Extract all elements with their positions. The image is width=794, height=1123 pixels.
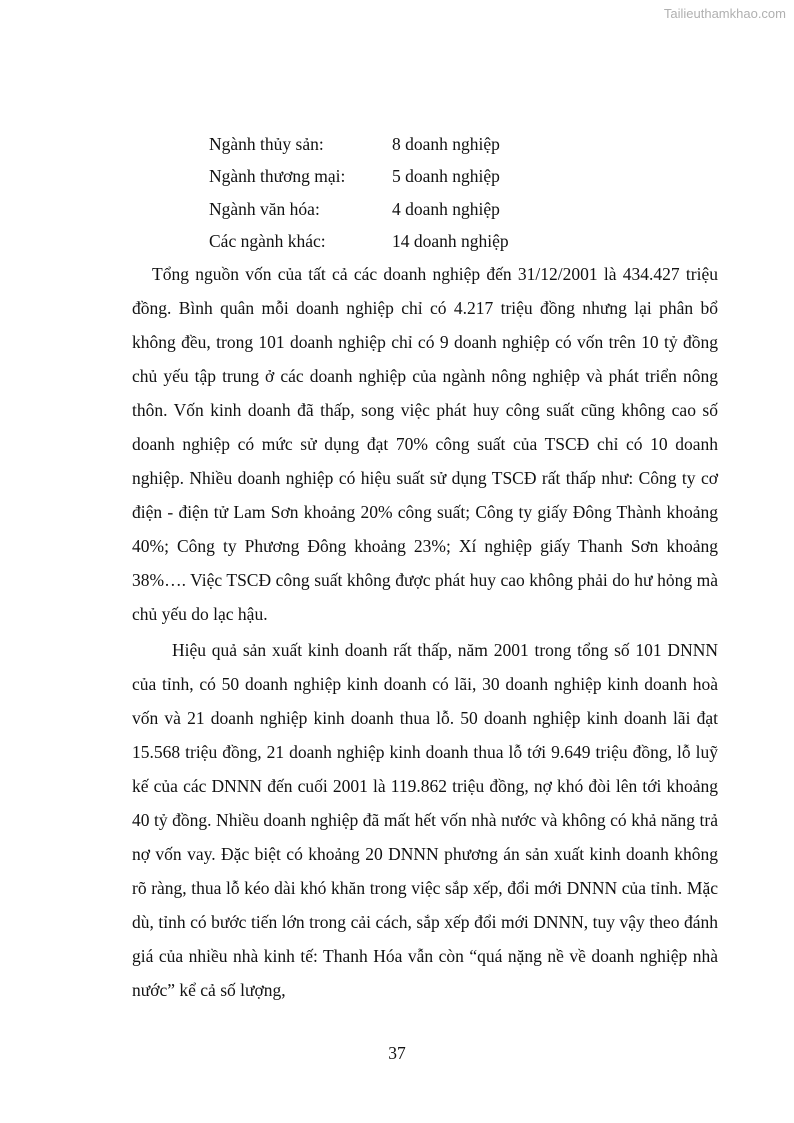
list-item-value: 14 doanh nghiệp	[392, 230, 509, 251]
list-item	[209, 163, 509, 195]
list-item	[209, 228, 509, 260]
paragraph-efficiency: Hiệu quả sản xuất kinh doanh rất thấp, năm 2001 trong tổng số 101 DNNN của tỉnh, có 50 doanh nghiệp kinh doanh có lãi, 30 doanh nghiệp kinh doanh hoà vốn và 21 doanh nghiệp kinh doanh thua lỗ. 50 doanh nghiệp kinh doanh lãi đạt 15.568 triệu đồng, 21 doanh nghiệp kinh doanh thua lỗ tới 9.649 triệu đồng, lỗ luỹ kế của các DNNN đến cuối 2001 là 119.862 triệu đồng, nợ khó đòi lên tới khoảng 40 tỷ đồng. Nhiều doanh nghiệp đã mất hết vốn nhà nước và không có khả năng trả nợ vốn vay. Đặc biệt có khoảng 20 DNNN phương án sản xuất kinh doanh không rõ ràng, thua lỗ kéo dài khó khăn trong việc sắp xếp, đổi mới DNNN của tỉnh. Mặc dù, tỉnh có bước tiến lớn trong cải cách, sắp xếp đổi mới DNNN, tuy vậy theo đánh giá của nhiều nhà kinh tế: Thanh Hóa vẫn còn “quá nặng nề về doanh nghiệp nhà nước” kể cả số lượng,	[132, 640, 718, 1000]
list-item-label: Ngành thủy sản:	[209, 134, 324, 154]
watermark: Tailieuthamkhao.com	[663, 6, 786, 21]
list-item-label: Ngành văn hóa:	[209, 198, 320, 219]
list-item-label: Ngành thương mại:	[209, 166, 346, 187]
industry-list	[209, 131, 509, 260]
list-item	[209, 196, 509, 228]
list-item-value: 8 doanh nghiệp	[392, 134, 500, 154]
list-item-value: 4 doanh nghiệp	[392, 198, 500, 219]
list-item-label: Các ngành khác:	[209, 230, 326, 251]
list-item-value: 5 doanh nghiệp	[392, 166, 500, 187]
paragraph-capital: Tổng nguồn vốn của tất cả các doanh nghiệp đến 31/12/2001 là 434.427 triệu đồng. Bình quân mỗi doanh nghiệp chỉ có 4.217 triệu đồng nhưng lại phân bổ không đều, trong 101 doanh nghiệp chỉ có 9 doanh nghiệp có vốn trên 10 tỷ đồng chủ yếu tập trung ở các doanh nghiệp của ngành nông nghiệp và phát triển nông thôn. Vốn kinh doanh đã thấp, song việc phát huy công suất cũng không cao số doanh nghiệp có mức sử dụng đạt 70% công suất của TSCĐ chỉ có 10 doanh nghiệp. Nhiều doanh nghiệp có hiệu suất sử dụng TSCĐ rất thấp như: Công ty cơ điện - điện tử Lam Sơn khoảng 20% công suất; Công ty giấy Đông Thành khoảng 40%; Công ty Phương Đông khoảng 23%; Xí nghiệp giấy Thanh Sơn khoảng 38%…. Việc TSCĐ công suất không được phát huy cao không phải do hư hỏng mà chủ yếu do lạc hậu.	[132, 264, 718, 624]
list-item	[209, 131, 509, 163]
page-number: 37	[388, 1043, 406, 1063]
